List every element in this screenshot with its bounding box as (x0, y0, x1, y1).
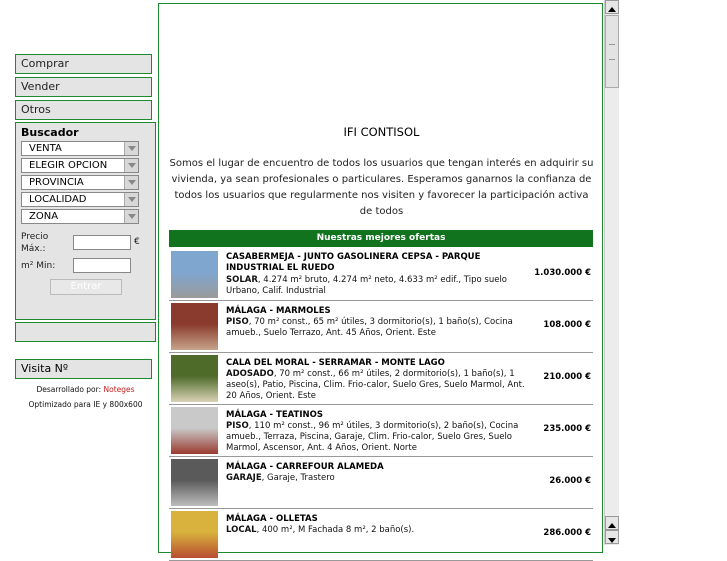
offer-price: 210.000 € (543, 372, 591, 382)
nav-comprar-button[interactable]: Comprar (15, 54, 152, 74)
intro-text: Somos el lugar de encuentro de todos los usuarios que tengan interés en adquirir su vivienda, ya sean profesionales o particulares. Esperamos ganarnos la confianza de todos los usuarios que regularmente nos visiten y favorecer la participación activa de todos (169, 158, 594, 217)
page-title: IFI CONTISOL (343, 125, 420, 139)
locality-select-value: LOCALIDAD (29, 194, 87, 205)
search-title: Buscador (21, 126, 79, 139)
offer-details (226, 369, 536, 402)
search-submit-button[interactable]: Entrar (50, 279, 122, 295)
price-label-1: Precio (21, 232, 49, 242)
offer-price: 26.000 € (549, 476, 591, 486)
scrollbar-thumb[interactable] (605, 15, 619, 88)
currency-label: € (134, 237, 140, 247)
m2-min-label: m² Min: (21, 261, 56, 271)
offer-title[interactable]: CASABERMEJA - JUNTO GASOLINERA CEPSA - PARQUE INDUSTRIAL EL RUEDO (226, 252, 481, 273)
property-photo[interactable] (171, 459, 218, 506)
offer-row[interactable] (169, 509, 593, 561)
offer-description: , Garaje, Trastero (261, 473, 335, 483)
nav-vender-button[interactable]: Vender (15, 77, 152, 97)
offer-details (226, 421, 536, 454)
property-photo[interactable] (171, 355, 218, 402)
price-label-2: Máx.: (21, 244, 46, 254)
zone-select-value: ZONA (29, 211, 59, 222)
m2-min-input[interactable] (73, 258, 131, 273)
type-select-value: ELEGIR OPCION (29, 160, 108, 171)
offer-price: 108.000 € (543, 320, 591, 330)
locality-select[interactable] (21, 192, 139, 207)
offer-details (226, 473, 536, 484)
province-select-value: PROVINCIA (29, 177, 84, 188)
search-panel (15, 122, 156, 320)
scroll-down-button[interactable] (605, 530, 619, 544)
scrollbar[interactable] (604, 0, 619, 545)
offer-kind: LOCAL (226, 525, 257, 535)
chevron-down-icon[interactable] (124, 193, 138, 206)
offer-kind: ADOSADO (226, 369, 274, 379)
chevron-down-icon[interactable] (124, 159, 138, 172)
property-photo[interactable] (171, 511, 218, 558)
property-photo[interactable] (171, 251, 218, 298)
offer-row[interactable] (169, 405, 593, 457)
offer-title[interactable]: MÁLAGA - CARREFOUR ALAMEDA (226, 462, 384, 472)
offer-row[interactable] (169, 353, 593, 405)
operation-select[interactable] (21, 141, 139, 156)
offer-description: , 70 m² const., 65 m² útiles, 3 dormitorio(s), 1 baño(s), Cocina amueb., Suelo Terrazo, Ant. 45 Años, Orient. Este (226, 317, 513, 338)
operation-select-value: VENTA (29, 143, 62, 154)
scroll-up-button-bottom[interactable] (605, 516, 619, 530)
offer-title[interactable]: MÁLAGA - TEATINOS (226, 410, 323, 420)
offer-description: , 4.274 m² bruto, 4.274 m² neto, 4.633 m² edif., Tipo suelo Urbano, Calif. Industrial (226, 275, 508, 296)
offer-details (226, 525, 536, 536)
offer-details (226, 275, 536, 297)
property-photo[interactable] (171, 303, 218, 350)
offer-description: , 70 m² const., 66 m² útiles, 2 dormitorio(s), 1 baño(s), 1 aseo(s), Patio, Piscina, Clim. Frio-calor, Suelo Gres, Suelo Marmol, Ant. 20 Años, Orient. Este (226, 369, 525, 401)
visit-counter: Visita Nº (15, 359, 152, 379)
offer-row[interactable] (169, 249, 593, 301)
offer-row[interactable] (169, 457, 593, 509)
developer-credit (15, 385, 156, 394)
offer-kind: PISO (226, 317, 249, 327)
offer-kind: GARAJE (226, 473, 262, 483)
chevron-down-icon[interactable] (124, 210, 138, 223)
chevron-down-icon[interactable] (124, 176, 138, 189)
sidebar-blank-box (15, 322, 156, 342)
nav-otros-button[interactable]: Otros (15, 100, 152, 120)
property-photo[interactable] (171, 407, 218, 454)
offer-title[interactable]: MÁLAGA - MARMOLES (226, 306, 331, 316)
offer-title[interactable]: MÁLAGA - OLLETAS (226, 514, 318, 524)
offer-kind: SOLAR (226, 275, 258, 285)
chevron-down-icon[interactable] (124, 142, 138, 155)
type-select[interactable] (21, 158, 139, 173)
offer-description: , 110 m² const., 96 m² útiles, 3 dormitorio(s), 2 baño(s), Cocina amueb., Terraza, Piscina, Garaje, Clim. Frio-calor, Suelo Gres, Suelo Marmol, Ascensor, Ant. 4 Años, Orient. Norte (226, 421, 519, 453)
province-select[interactable] (21, 175, 139, 190)
developer-link[interactable]: Noteges (103, 385, 135, 394)
offer-title[interactable]: CALA DEL MORAL - SERRAMAR - MONTE LAGO (226, 358, 445, 368)
zone-select[interactable] (21, 209, 139, 224)
offer-row[interactable] (169, 301, 593, 353)
offer-price: 1.030.000 € (534, 268, 591, 278)
max-price-input[interactable] (73, 235, 131, 250)
optimized-note: Optimizado para IE y 800x600 (28, 400, 143, 409)
offer-description: , 400 m², M Fachada 8 m², 2 baño(s). (256, 525, 415, 535)
offers-header: Nuestras mejores ofertas (169, 230, 593, 247)
developed-by-label: Desarrollado por: (36, 385, 102, 394)
main-panel (158, 3, 603, 553)
offer-price: 235.000 € (543, 424, 591, 434)
left-sidebar (0, 0, 158, 545)
offer-details (226, 317, 536, 339)
offer-kind: PISO (226, 421, 249, 431)
triangle-down-icon (606, 534, 618, 546)
scroll-up-button[interactable] (605, 0, 619, 14)
offer-price: 286.000 € (543, 528, 591, 538)
